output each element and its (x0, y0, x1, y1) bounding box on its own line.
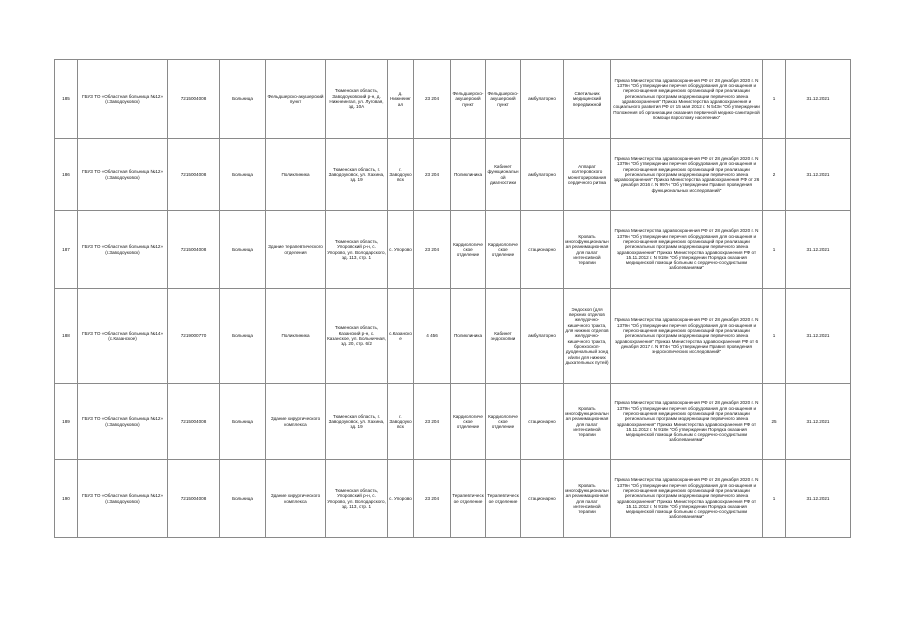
due-date: 31.12.2021 (786, 211, 851, 289)
row-number: 189 (55, 384, 78, 460)
population-code: 23 204 (414, 60, 451, 139)
population-code: 23 204 (414, 139, 451, 211)
table-row (55, 384, 851, 460)
legal-basis: Приказ Министерства здравоохранения РФ от 28 декабря 2020 г. N 1379н "Об утверждении перечня оборудования для оснащения и переоснащения медицинских организаций при реализации региональных программ модернизации первичного звена здравоохранения" Приказ Министерства здравоохранения РФ от 26 декабря 2016 г. N 997н "Об утверждении Правил проведения функциональных исследований" (611, 139, 763, 211)
quantity: 1 (763, 460, 786, 538)
quantity: 1 (763, 60, 786, 139)
building-name: Поликлиника (266, 289, 326, 384)
legal-basis: Приказ Министерства здравоохранения РФ от 28 декабря 2020 г. N 1379н "Об утверждении перечня оборудования для оснащения и переоснащения медицинских организаций при реализации региональных программ модернизации первичного звена здравоохранения" Приказ Министерства здравоохранения РФ от 15.11.2012 г. N 918н "Об утверждении Порядка оказания медицинской помощи больным с сердечно-сосудистыми заболеваниями" (611, 384, 763, 460)
row-number: 185 (55, 60, 78, 139)
care-form: амбулаторно (521, 139, 564, 211)
organization-name: ГБУЗ ТО «Областная больница №12» (г.Заводоуковск) (78, 460, 168, 538)
building-name: Здание хирургического комплекса (266, 460, 326, 538)
subdivision: Поликлиника (451, 139, 486, 211)
address: Тюменская область, г. Заводоуковск, ул. Хахина, зд. 19 (326, 139, 388, 211)
row-number: 188 (55, 289, 78, 384)
equipment-table (54, 59, 851, 538)
department: Кардиологическое отделение (486, 211, 521, 289)
institution-type: Больница (220, 460, 266, 538)
legal-basis: Приказ Министерства здравоохранения РФ от 28 декабря 2020 г. N 1379н "Об утверждении перечня оборудования для оснащения и переоснащения медицинских организаций при реализации региональных программ модернизации первичного звена здравоохранения" Приказ Министерства здравоохранения РФ от 15.11.2012 г. N 918н "Об утверждении Порядка оказания медицинской помощи больным с сердечно-сосудистыми заболеваниями" (611, 460, 763, 538)
equipment-name: Аппарат холтеровского мониторирования сердечного ритма (564, 139, 611, 211)
locality: с. Упорово (388, 211, 414, 289)
institution-type: Больница (220, 139, 266, 211)
equipment-name: Кровать многофункциональная реанимационная для палат интенсивной терапии (564, 460, 611, 538)
row-number: 187 (55, 211, 78, 289)
department: Кабинет функциональной диагностики (486, 139, 521, 211)
table-row (55, 60, 851, 139)
locality: г. Заводоуковск (388, 139, 414, 211)
locality: с.Казанское (388, 289, 414, 384)
population-code: 23 204 (414, 211, 451, 289)
due-date: 31.12.2021 (786, 384, 851, 460)
department: Кардиологическое отделение (486, 384, 521, 460)
population-code: 4 456 (414, 289, 451, 384)
address: Тюменская область, Казанский р-н, с. Казанское, ул. Больничная, зд. 20, стр. 6/2 (326, 289, 388, 384)
organization-name: ГБУЗ ТО «Областная больница №12» (г.Заводоуковск) (78, 139, 168, 211)
care-form: стационарно (521, 460, 564, 538)
inn: 7215004008 (168, 384, 220, 460)
subdivision: Фельдшерско-акушерский пункт (451, 60, 486, 139)
locality: д. Нижнеингал (388, 60, 414, 139)
department: Терапевтическое отделение (486, 460, 521, 538)
equipment-name: Кровать многофункциональная реанимационная для палат интенсивной терапии (564, 384, 611, 460)
building-name: Фельдшерско-акушерский пункт (266, 60, 326, 139)
table-row (55, 289, 851, 384)
due-date: 31.12.2021 (786, 139, 851, 211)
organization-name: ГБУЗ ТО «Областная больница №12» (г.Заводоуковск) (78, 384, 168, 460)
due-date: 31.12.2021 (786, 460, 851, 538)
inn: 7215004008 (168, 60, 220, 139)
equipment-name: Светильник медицинский передвижной (564, 60, 611, 139)
quantity: 1 (763, 211, 786, 289)
inn: 7215004008 (168, 460, 220, 538)
table-row (55, 460, 851, 538)
inn: 7215004008 (168, 139, 220, 211)
due-date: 31.12.2021 (786, 289, 851, 384)
department: Фельдшерско-акушерский пункт (486, 60, 521, 139)
address: Тюменская область, Заводоуковский р-н, д. Нижнеингал, ул. Луговая, зд. 10А (326, 60, 388, 139)
institution-type: Больница (220, 384, 266, 460)
inn: 7219000770 (168, 289, 220, 384)
quantity: 1 (763, 289, 786, 384)
subdivision: Терапевтическое отделение (451, 460, 486, 538)
due-date: 31.12.2021 (786, 60, 851, 139)
address: Тюменская область, Упоровский р-н, с. Упорово, ул. Володарского, зд. 113, стр. 1 (326, 211, 388, 289)
organization-name: ГБУЗ ТО «Областная больница №14» (с.Казанское) (78, 289, 168, 384)
care-form: амбулаторно (521, 289, 564, 384)
population-code: 23 204 (414, 460, 451, 538)
table-row (55, 139, 851, 211)
quantity: 2 (763, 139, 786, 211)
quantity: 25 (763, 384, 786, 460)
address: Тюменская область, Упоровский р-н, с. Упорово, ул. Володарского, зд. 113, стр. 1 (326, 460, 388, 538)
equipment-name: Кровать многофункциональная реанимационная для палат интенсивной терапии (564, 211, 611, 289)
building-name: Здание терапевтического отделения (266, 211, 326, 289)
institution-type: Больница (220, 289, 266, 384)
table-row (55, 211, 851, 289)
organization-name: ГБУЗ ТО «Областная больница №12» (г.Заводоуковск) (78, 60, 168, 139)
care-form: стационарно (521, 384, 564, 460)
subdivision: Кардиологическое отделение (451, 211, 486, 289)
care-form: амбулаторно (521, 60, 564, 139)
locality: с. Упорово (388, 460, 414, 538)
subdivision: Кардиологическое отделение (451, 384, 486, 460)
subdivision: Поликлиника (451, 289, 486, 384)
care-form: стационарно (521, 211, 564, 289)
equipment-name: Эндоскоп (для верхних отделов желудочно-кишечного тракта, для нижних отделов желудочно-кишечного тракта, бронхоскоп-дуоденальный зонд и/или для нижних дыхательных путей) (564, 289, 611, 384)
population-code: 23 204 (414, 384, 451, 460)
institution-type: Больница (220, 211, 266, 289)
department: Кабинет эндоскопии (486, 289, 521, 384)
legal-basis: Приказ Министерства здравоохранения РФ от 28 декабря 2020 г. N 1379н "Об утверждении перечня оборудования для оснащения и переоснащения медицинских организаций при реализации региональных программ модернизации первичного звена здравоохранения" Приказ Министерства здравоохранения и социального развития РФ от 15 мая 2012 г. N 543н "Об утверждении Положения об организации оказания первичной медико-санитарной помощи взрослому населению" (611, 60, 763, 139)
organization-name: ГБУЗ ТО «Областная больница №12» (г.Заводоуковск) (78, 211, 168, 289)
institution-type: Больница (220, 60, 266, 139)
row-number: 186 (55, 139, 78, 211)
legal-basis: Приказ Министерства здравоохранения РФ от 28 декабря 2020 г. N 1379н "Об утверждении перечня оборудования для оснащения и переоснащения медицинских организаций при реализации региональных программ модернизации первичного звена здравоохранения" Приказ Министерства здравоохранения РФ от 15.11.2012 г. N 918н "Об утверждении Порядка оказания медицинской помощи больным с сердечно-сосудистыми заболеваниями" (611, 211, 763, 289)
inn: 7215004008 (168, 211, 220, 289)
row-number: 190 (55, 460, 78, 538)
legal-basis: Приказ Министерства здравоохранения РФ от 28 декабря 2020 г. N 1379н "Об утверждении перечня оборудования для оснащения и переоснащения медицинских организаций при реализации региональных программ модернизации первичного звена здравоохранения" Приказ Министерства здравоохранения РФ от 6 декабря 2017 г. N 974н "Об утверждении Правил проведения эндоскопических исследований" (611, 289, 763, 384)
building-name: Поликлиника (266, 139, 326, 211)
locality: г. Заводоуковск (388, 384, 414, 460)
address: Тюменская область, г. Заводоуковск, ул. Хахина, зд. 19 (326, 384, 388, 460)
building-name: Здание хирургического комплекса (266, 384, 326, 460)
